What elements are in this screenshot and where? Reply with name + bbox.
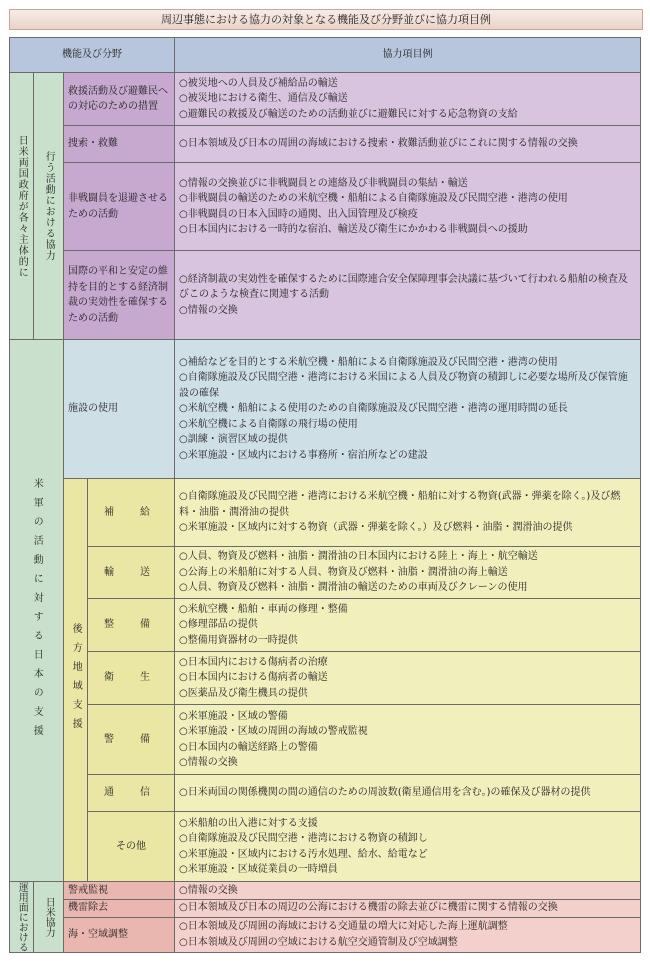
list-item: ○情報の交換並びに非戦闘員との連絡及び非戦闘員の集結・輸送 xyxy=(179,177,468,189)
section2-field-facility: 施設の使用 xyxy=(64,340,175,479)
list-item: ○情報の交換 xyxy=(179,757,238,768)
list-item: ○日本領域及び日本の周囲の海域における捜索・救難活動並びにこれに関する情報の交換 xyxy=(179,138,578,150)
list-item: ○避難民の救援及び輸送のための活動並びに避難民に対する応急物資の支給 xyxy=(179,108,518,120)
section3-field-surveillance: 警戒監視 xyxy=(64,882,175,900)
list-item: ○整備用資器材の一時提供 xyxy=(179,634,298,646)
section2-items-facility xyxy=(175,340,641,479)
rear-items-security xyxy=(175,705,641,775)
header-items: 協力項目例 xyxy=(175,38,641,73)
list-item: ○日本国内の輸送経路上の警備 xyxy=(179,741,318,753)
list-item: ○訓練・演習区域の提供 xyxy=(179,434,288,446)
list-item: ○被災地への人員及び補給品の輸送 xyxy=(179,77,338,89)
rear-items-supply xyxy=(175,479,641,547)
rear-field-medical: 衛 生 xyxy=(88,652,175,705)
rear-field-transport: 輸 送 xyxy=(88,547,175,599)
section3-items-surveillance xyxy=(175,882,641,900)
list-item: ○非戦闘員の日本入国時の通関、出入国管理及び検疫 xyxy=(179,208,418,220)
list-item: ○情報の交換 xyxy=(179,304,238,316)
rear-field-other: その他 xyxy=(88,812,175,882)
rear-items-transport xyxy=(175,547,641,599)
list-item: ○日本領域及び周囲の海域における交通量の増大に対応した海上運航調整 xyxy=(179,921,508,933)
list-item: ○米航空機による自衛隊の飛行場の使用 xyxy=(179,418,358,430)
list-item: ○米軍施設・区域内における事務所・宿泊所などの建設 xyxy=(179,449,428,461)
rear-items-other xyxy=(175,812,641,882)
list-item: ○米軍施設・区域の警備 xyxy=(179,710,288,722)
section3-label-outer: 運用面における xyxy=(10,882,34,953)
header-field: 機能及び分野 xyxy=(10,38,175,73)
table-title: 周辺事態における協力の対象となる機能及び分野並びに協力項目例 xyxy=(9,9,643,30)
section1-field-relief: 救援活動及び避難民への対応のための措置 xyxy=(64,73,175,126)
section1-items-search xyxy=(175,126,641,163)
rear-items-medical xyxy=(175,652,641,705)
section2-rear-label: 後方地域支援 xyxy=(64,479,88,882)
rear-field-supply: 補 給 xyxy=(88,479,175,547)
section2-label: 米軍の活動に対する日本の支援 xyxy=(10,340,64,882)
section1-items-evacuation xyxy=(175,163,641,251)
section1-label-inner: 行う活動における協力 xyxy=(34,73,64,340)
rear-items-communication xyxy=(175,775,641,812)
list-item: ○日本領域及び周囲の空域における航空交通管制及び空域調整 xyxy=(179,936,458,948)
list-item: ○自衛隊施設及び民間空港・港湾における米航空機・船舶に対する物資(武器・弾薬を除く。)及び燃料・油脂・潤滑油の提供 xyxy=(179,491,621,518)
rear-field-security: 警 備 xyxy=(88,705,175,775)
section1-items-relief xyxy=(175,73,641,126)
list-item: ○米航空機・船舶による使用のための自衛隊施設及び民間空港・港湾の運用時間の延長 xyxy=(179,403,568,415)
rear-field-maintenance: 整 備 xyxy=(88,599,175,652)
section3-field-mine: 機雷除去 xyxy=(64,899,175,917)
list-item: ○非戦闘員の輸送のための米航空機・船舶による自衛隊施設及び民間空港・港湾の使用 xyxy=(179,193,568,204)
list-item: ○修理部品の提供 xyxy=(179,619,258,631)
list-item: ○米船舶の出入港に対する支援 xyxy=(179,817,318,829)
list-item: ○公海上の米船舶に対する人員、物資及び燃料・油脂・潤滑油の海上輸送 xyxy=(179,566,508,578)
cooperation-table xyxy=(9,37,641,953)
section1-items-sanctions xyxy=(175,251,641,340)
section1-field-evacuation: 非戦闘員を退避させるための活動 xyxy=(64,163,175,251)
section3-items-coordination xyxy=(175,917,641,953)
rear-items-maintenance xyxy=(175,599,641,652)
list-item: ○補給などを目的とする米航空機・船舶による自衛隊施設及び民間空港・港湾の使用 xyxy=(179,356,558,368)
list-item: ○米軍施設・区域の周囲の海域の警戒監視 xyxy=(179,726,368,737)
section3-field-coordination: 海・空域調整 xyxy=(64,917,175,953)
list-item: ○被災地における衛生、通信及び輸送 xyxy=(179,93,348,105)
list-item: ○自衛隊施設及び民間空港・港湾における米国による人員及び物資の積卸しに必要な場所及び保管施設の確保 xyxy=(179,372,628,399)
section1-label-outer: 日米両国政府が各々主体的に xyxy=(10,73,34,340)
list-item: ○日本国内における傷病者の治療 xyxy=(179,656,328,668)
list-item: ○人員、物資及び燃料・油脂・潤滑油の輸送のための車両及びクレーンの使用 xyxy=(179,582,528,594)
rear-field-communication: 通 信 xyxy=(88,775,175,812)
section3-items-mine xyxy=(175,899,641,917)
list-item: ○日本国内における傷病者の輸送 xyxy=(179,672,328,684)
list-item: ○経済制裁の実効性を確保するために国際連合安全保障理事会決議に基づいて行われる船舶の検査及びこのような検査に関連する活動 xyxy=(179,273,628,301)
list-item: ○自衛隊施設及び民間空港・港湾における物資の積卸し xyxy=(179,833,428,844)
list-item: ○日本領域及び日本の周辺の公海における機雷の除去並びに機雷に関する情報の交換 xyxy=(179,902,558,914)
list-item: ○日本国内における一時的な宿泊、輸送及び衛生にかかわる非戦闘員への援助 xyxy=(179,224,528,235)
section1-field-sanctions: 国際の平和と安定の維持を目的とする経済制裁の実効性を確保するための活動 xyxy=(64,251,175,340)
list-item: ○米軍施設・区域内における汚水処理、給水、給電など xyxy=(179,848,428,860)
list-item: ○米軍施設・区域内に対する物資（武器・弾薬を除く。）及び燃料・油脂・潤滑油の提供 xyxy=(179,522,573,534)
section3-label-inner: 日米協力 xyxy=(34,882,64,953)
section1-field-search: 捜索・救難 xyxy=(64,126,175,163)
list-item: ○人員、物資及び燃料・油脂・潤滑油の日本国内における陸上・海上・航空輸送 xyxy=(179,551,538,563)
list-item: ○医薬品及び衛生機具の提供 xyxy=(179,687,308,699)
list-item: ○米軍施設・区域従業員の一時増員 xyxy=(179,864,338,875)
list-item: ○米航空機・船舶・車両の修理・整備 xyxy=(179,603,348,615)
list-item: ○情報の交換 xyxy=(179,884,238,896)
list-item: ○日米両国の関係機関の間の通信のための周波数(衛星通信用を含む。)の確保及び器材の提供 xyxy=(179,787,591,799)
